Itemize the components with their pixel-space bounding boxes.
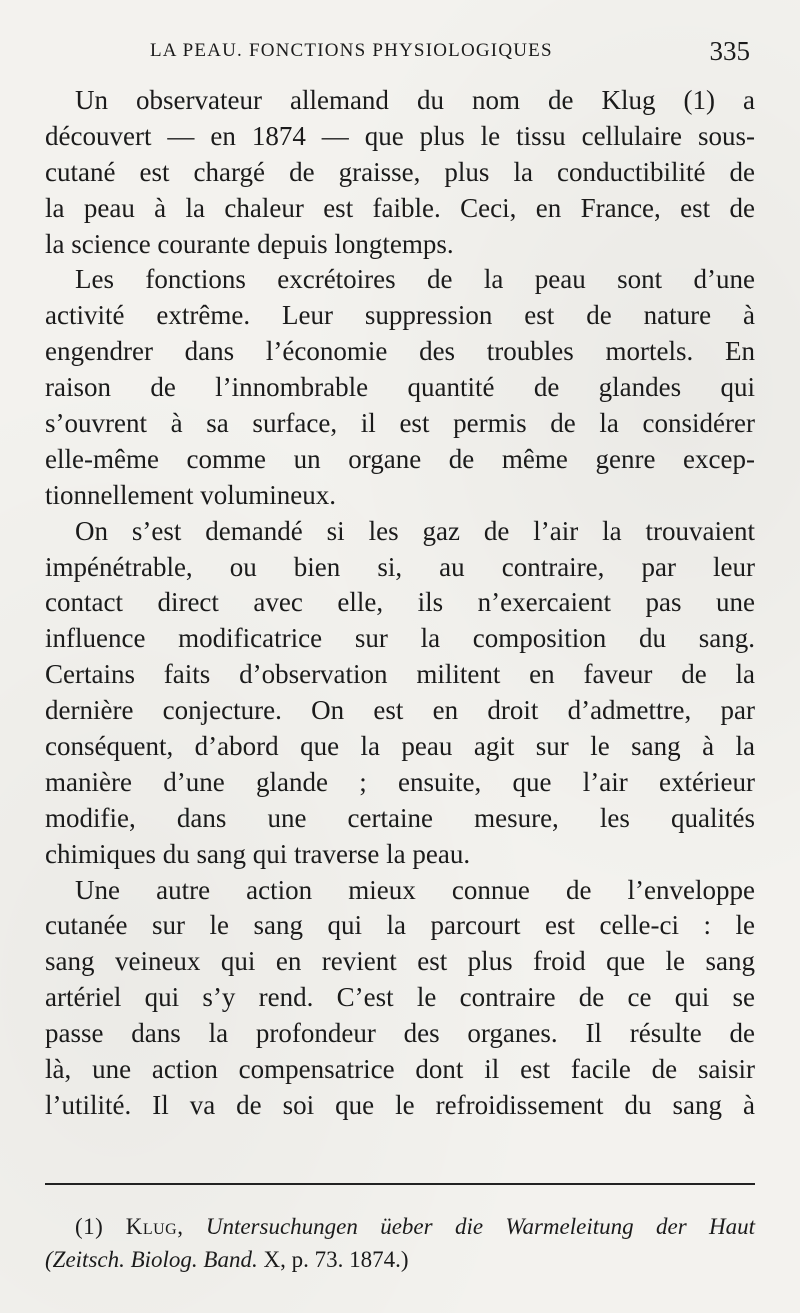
text-line: l’utilité. Il va de soi que le refroidissement du sang à bbox=[45, 1089, 755, 1120]
text-line: dernière conjecture. On est en droit d’admettre, par bbox=[45, 695, 755, 726]
text-line: la science courante depuis longtemps. bbox=[45, 228, 454, 259]
text-line: chimiques du sang qui traverse la peau. bbox=[45, 838, 471, 869]
footnote-divider bbox=[45, 1183, 755, 1185]
text-line: impénétrable, ou bien si, au contraire, par leur bbox=[45, 551, 755, 582]
text-line: Certains faits d’observation militent en faveur de la bbox=[45, 659, 755, 690]
body-text bbox=[45, 83, 755, 1124]
text-line: elle-même comme un organe de même genre excep- bbox=[45, 443, 755, 474]
footnote-author: Klug, bbox=[125, 1214, 184, 1239]
text-line: Un observateur allemand du nom de Klug (1) a bbox=[75, 85, 755, 115]
text-line: manière d’une glande ; ensuite, que l’air extérieur bbox=[45, 766, 755, 797]
text-line: là, une action compensatrice dont il est facile de saisir bbox=[45, 1054, 755, 1085]
text-line: influence modificatrice sur la composition du sang. bbox=[45, 623, 755, 654]
text-line: engendrer dans l’économie des troubles mortels. En bbox=[45, 336, 755, 367]
running-title: LA PEAU. FONCTIONS PHYSIOLOGIQUES bbox=[150, 40, 553, 61]
footnote-journal: (Zeitsch. Biolog. Band. bbox=[45, 1247, 258, 1272]
text-line: activité extrême. Leur suppression est de nature à bbox=[45, 300, 755, 331]
text-line: passe dans la profondeur des organes. Il résulte de bbox=[45, 1018, 755, 1049]
text-line: artériel qui s’y rend. C’est le contraire de ce qui se bbox=[45, 982, 755, 1013]
text-line: sang veineux qui en revient est plus froid que le sang bbox=[45, 946, 755, 977]
footnote-line bbox=[45, 1210, 755, 1243]
page-number: 335 bbox=[709, 36, 750, 66]
running-head bbox=[150, 36, 750, 68]
footnote-line bbox=[45, 1243, 755, 1276]
text-line: On s’est demandé si les gaz de l’air la trouvaient bbox=[75, 515, 755, 546]
text-line: cutanée sur le sang qui la parcourt est celle-ci : le bbox=[45, 910, 755, 941]
text-line: modifie, dans une certaine mesure, les qualités bbox=[45, 802, 755, 833]
text-line: Les fonctions excrétoires de la peau sont d’une bbox=[75, 264, 755, 295]
text-line: tionnellement volumineux. bbox=[45, 479, 336, 510]
text-line: découvert — en 1874 — que plus le tissu cellulaire sous- bbox=[45, 120, 755, 151]
text-line: raison de l’innombrable quantité de glandes qui bbox=[45, 372, 755, 403]
text-line: Une autre action mieux connue de l’enveloppe bbox=[75, 874, 755, 905]
footnote bbox=[45, 1210, 755, 1276]
text-line: conséquent, d’abord que la peau agit sur le sang à la bbox=[45, 731, 755, 762]
footnote-marker: (1) bbox=[75, 1214, 104, 1239]
text-line: contact direct avec elle, ils n’exercaient pas une bbox=[45, 587, 755, 618]
text-line: s’ouvrent à sa surface, il est permis de la considérer bbox=[45, 408, 755, 439]
text-line: la peau à la chaleur est faible. Ceci, en France, est de bbox=[45, 192, 755, 223]
text-line: cutané est chargé de graisse, plus la conductibilité de bbox=[45, 156, 755, 187]
footnote-title: Untersuchungen üeber die Warmeleitung der Haut bbox=[205, 1214, 756, 1239]
footnote-reference: X, p. 73. 1874.) bbox=[263, 1247, 409, 1272]
